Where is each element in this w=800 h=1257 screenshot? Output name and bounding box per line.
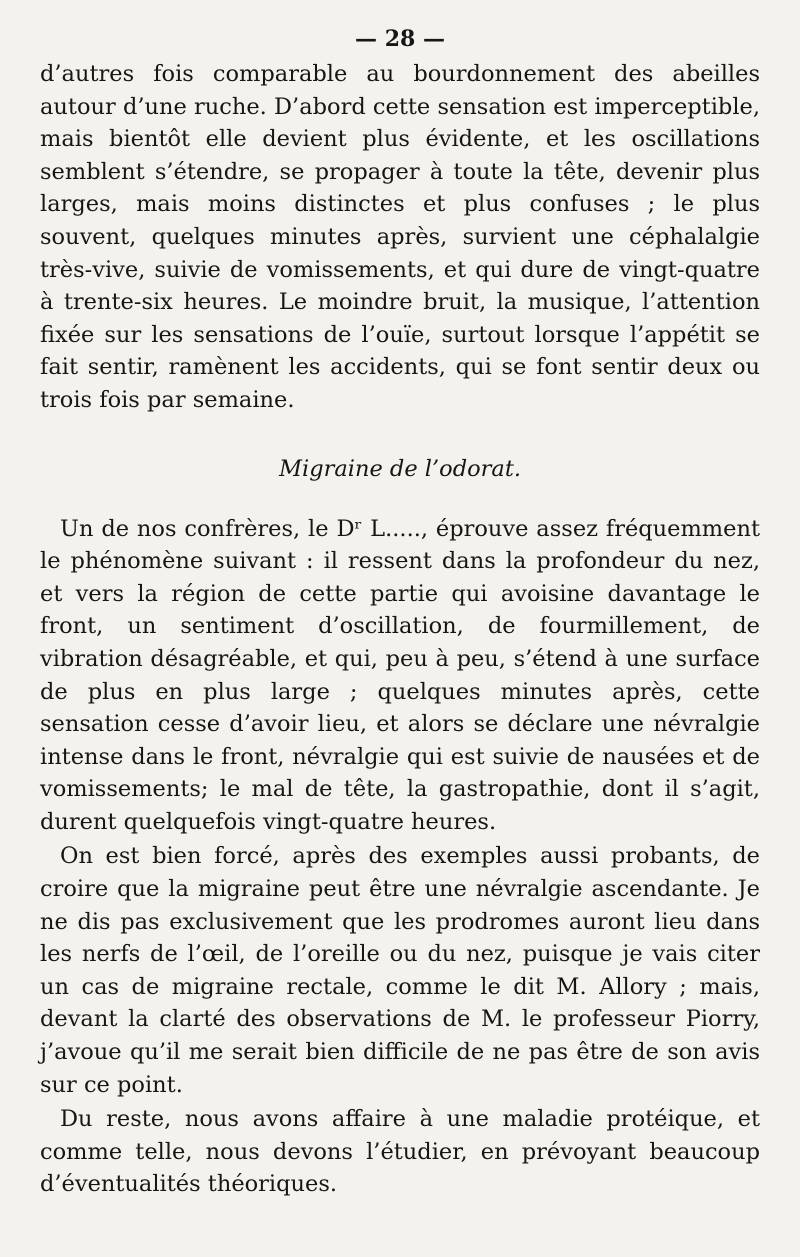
paragraph: Du reste, nous avons affaire à une maladie protéique, et comme telle, nous devons l’étudier, en prévoyant beaucoup d’éventualités théoriques. (40, 1106, 760, 1198)
paragraph: Un de nos confrères, le Dʳ L....., éprouve assez fréquemment le phénomène suivant : il ressent dans la profondeur du nez, et vers la région de cette partie qui avoisine davantage le front, un sentiment d’oscillation, de fourmillement, de vibration désagréable, et qui, peu à peu, s’étend à une surface de plus en plus large ; quelques minutes après, cette sensation cesse d’avoir lieu, et alors se déclare une névralgie intense dans le front, névralgie qui est suivie de nausées et de vomissements; le mal de tête, la gastropathie, dont il s’agit, durent quelquefois vingt-quatre heures. (40, 515, 760, 835)
section-heading: Migraine de l’odorat. (278, 455, 522, 482)
paragraph: On est bien forcé, après des exemples aussi probants, de croire que la migraine peut être une névralgie ascendante. Je ne dis pas exclusivement que les prodromes auront lieu dans les nerfs de l’œil, de l’oreille ou du nez, puisque je vais citer un cas de migraine rectale, comme le dit M. Allory ; mais, devant la clarté des observations de M. le professeur Piorry, j’avoue qu’il me serait bien difficile de ne pas être de son avis sur ce point. (40, 843, 760, 1098)
page-number: — 28 — (355, 26, 445, 52)
paragraph-continuation: d’autres fois comparable au bourdonnement des abeilles autour d’une ruche. D’abord cette sensation est imperceptible, mais bientôt elle devient plus évidente, et les oscillations semblent s’étendre, se propager à toute la tête, devenir plus larges, mais moins distinctes et plus confuses ; le plus souvent, quelques minutes après, survient une céphalalgie très-vive, suivie de vomissements, et qui dure de vingt-quatre à trente-six heures. Le moindre bruit, la musique, l’attention fixée sur les sensations de l’ouïe, surtout lorsque l’appétit se fait sentir, ramènent les accidents, qui se font sentir deux ou trois fois par semaine. (40, 61, 760, 413)
